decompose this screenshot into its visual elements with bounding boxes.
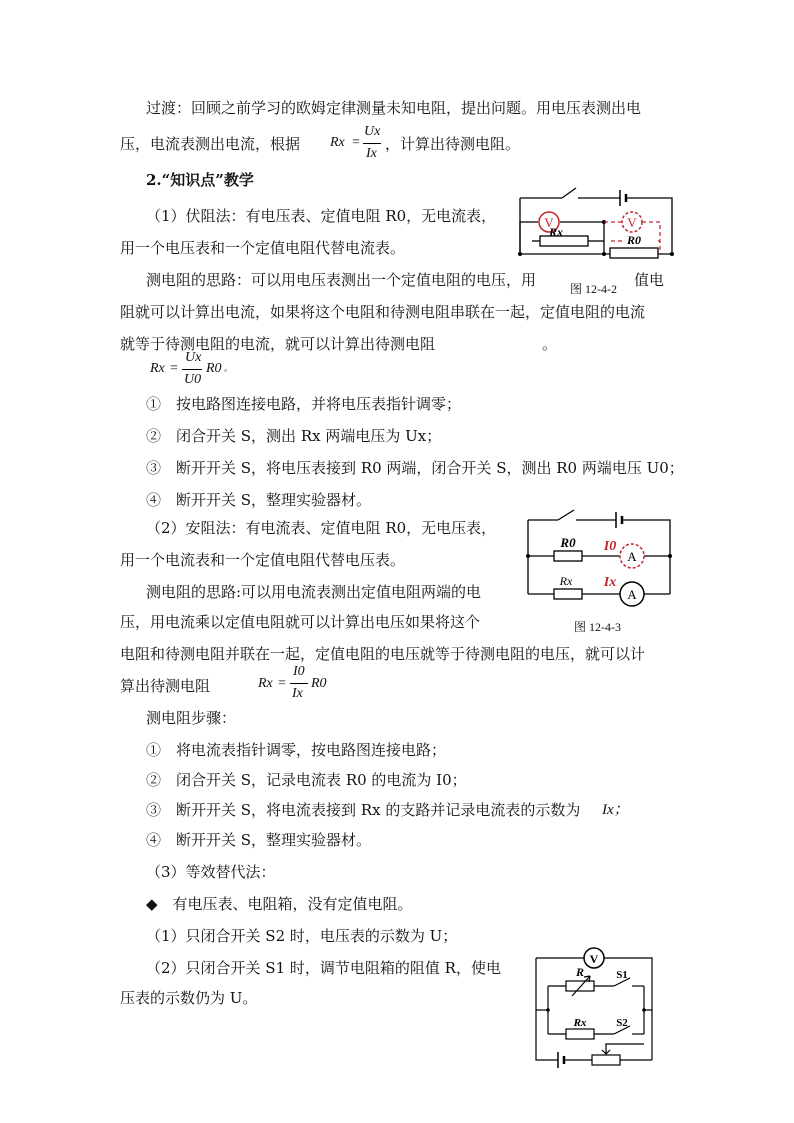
circuit-diagram-substitution — [530, 944, 660, 1072]
label-r0: R0 — [560, 535, 576, 550]
intro-line-2a: 压，电流表测出电流，根据 — [120, 135, 301, 153]
am-p2-line3: 电阻和待测电阻并联在一起，定值电阻的电压就等于待测电阻的电压，就可以计 — [120, 645, 646, 663]
vm-step-1: ① 按电路图连接电路，并将电压表指针调零； — [146, 395, 462, 413]
am-p1-line1: （2）安阻法：有电流表、定值电阻 R0，无电压表， — [146, 519, 497, 537]
label-rx: Rx — [548, 225, 564, 239]
intro-line-2b: ，计算出待测电阻。 — [385, 135, 521, 153]
vm-p2-line1-end: 值电 — [634, 271, 665, 289]
vm-p1-line2: 用一个电压表和一个定值电阻代替电流表。 — [120, 239, 406, 257]
am-p2-line4: 算出待测电阻 — [120, 677, 211, 695]
intro-line-1: 过渡：回顾之前学习的欧姆定律测量未知电阻，提出问题。用电压表测出电 — [146, 99, 642, 117]
formula-numerator: Ux — [364, 124, 381, 139]
label-s1: S1 — [616, 969, 628, 981]
circuit-diagram-12-4-2 — [510, 182, 680, 282]
am-steps-heading: 测电阻步骤： — [146, 709, 237, 727]
am-step-3-tail: Ix； — [602, 802, 629, 818]
circuit-diagram-12-4-3 — [518, 504, 678, 609]
label-i0: I0 — [603, 539, 617, 554]
formula-lhs: Rx — [330, 135, 345, 150]
vm-step-2: ② 闭合开关 S，测出 Rx 两端电压为 Ux； — [146, 427, 442, 445]
am-p1-line2: 用一个电流表和一个定值电阻代替电压表。 — [120, 551, 406, 569]
vm-p2-line3: 就等于待测电阻的电流，就可以计算出待测电阻 — [120, 335, 436, 353]
label-r: R — [575, 965, 585, 979]
sub-bullet: ◆ 有电压表、电阻箱，没有定值电阻。 — [146, 895, 413, 913]
label-r0: R0 — [626, 233, 642, 247]
fraction-bar — [363, 143, 381, 144]
sub-step-2-line1: （2）只闭合开关 S1 时，调节电阻箱的阻值 R，使电 — [146, 959, 501, 977]
am-step-1: ① 将电流表指针调零，按电路图连接电路； — [146, 741, 447, 759]
voltmeter-label: V — [589, 952, 599, 966]
vm-p2-line1: 测电阻的思路：可以用电压表测出一个定值电阻的电压，用 — [146, 271, 537, 289]
label-ix: Ix — [603, 575, 617, 590]
label-rx: Rx — [573, 1017, 587, 1029]
vm-step-3: ③ 断开开关 S，将电压表接到 R0 两端，闭合开关 S，测出 R0 两端电压 U0； — [146, 459, 684, 477]
ammeter-label-1: A — [627, 549, 637, 564]
figure-caption-12-4-2: 图 12-4-2 — [570, 282, 617, 296]
sub-step-2-line2: 压表的示数仍为 U。 — [120, 989, 258, 1007]
voltmeter-label-1: V — [544, 215, 554, 230]
section-heading: 2.“知识点”教学 — [146, 171, 254, 189]
formula-denominator: Ix — [366, 146, 377, 161]
label-s2: S2 — [616, 1017, 628, 1029]
am-step-4: ④ 断开开关 S，整理实验器材。 — [146, 831, 372, 849]
label-rx: Rx — [559, 574, 573, 588]
sub-step-1: （1）只闭合开关 S2 时，电压表的示数为 U； — [146, 927, 458, 945]
vm-p1-line1: （1）伏阻法：有电压表、定值电阻 R0，无电流表， — [146, 207, 497, 225]
am-p2-line1: 测电阻的思路:可以用电流表测出定值电阻两端的电 — [146, 583, 482, 601]
am-p2-line2: 压，用电流乘以定值电阻就可以计算出电压如果将这个 — [120, 613, 481, 631]
sub-heading: （3）等效替代法： — [146, 863, 276, 881]
vm-p2-line3-end: 。 — [542, 335, 558, 353]
voltmeter-label-2: V — [627, 215, 637, 230]
vm-step-4: ④ 断开开关 S，整理实验器材。 — [146, 491, 372, 509]
ammeter-label-2: A — [627, 587, 637, 602]
am-step-3: ③ 断开开关 S，将电流表接到 Rx 的支路并记录电流表的示数为 — [146, 801, 581, 819]
vm-p2-line2: 阻就可以计算出电流，如果将这个电阻和待测电阻串联在一起，定值电阻的电流 — [120, 303, 646, 321]
figure-caption-12-4-3: 图 12-4-3 — [574, 620, 621, 634]
am-step-2: ② 闭合开关 S，记录电流表 R0 的电流为 I0； — [146, 771, 467, 789]
